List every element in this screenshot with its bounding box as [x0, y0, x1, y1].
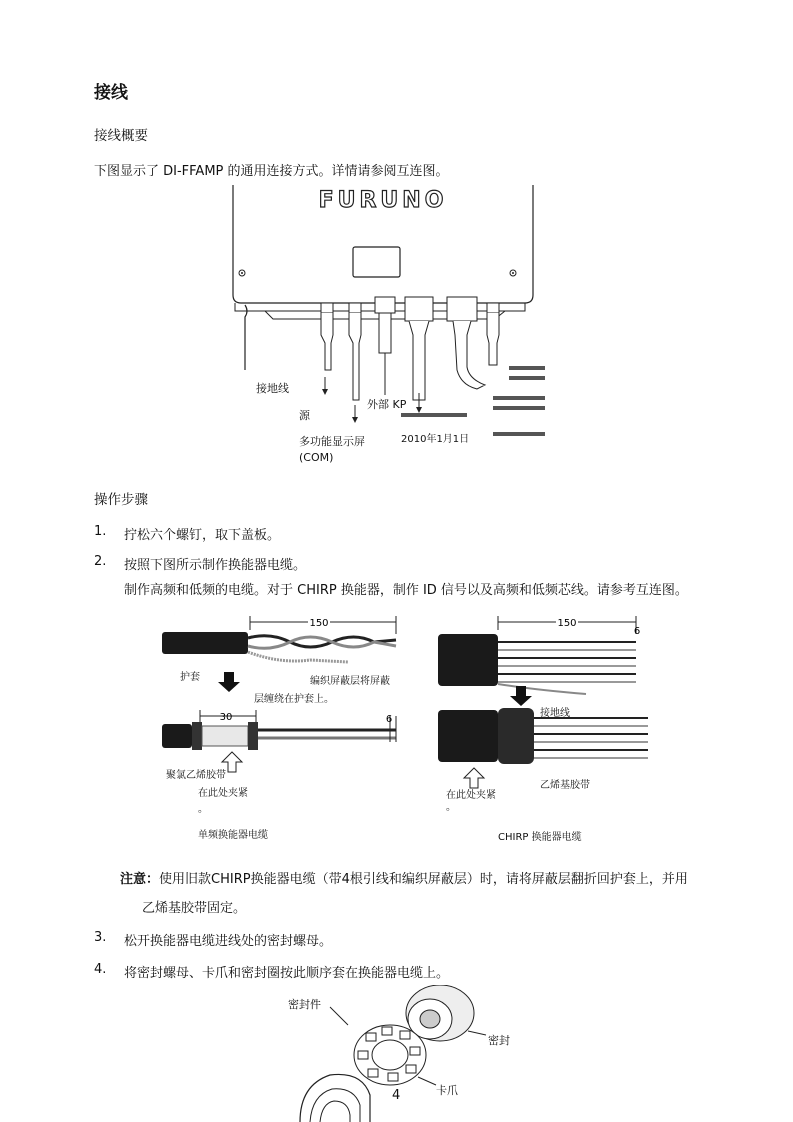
dim-30: 30 [219, 712, 233, 723]
dim-6-left: 6 [385, 714, 393, 725]
label-pvc-tape: 聚氯乙烯胶带 [166, 770, 226, 781]
label-clamp-left: 在此处夹紧 [198, 788, 248, 799]
furuno-logo [319, 188, 448, 213]
page-number: 4 [392, 1088, 401, 1103]
step-4-number: 4. [94, 962, 107, 977]
step-2-subtext: 制作高频和低频的电缆。对于 CHIRP 换能器，制作 ID 信号以及高频和低频芯线。请参考互连图。 [124, 583, 688, 598]
label-date: 2010年1月1日 [401, 434, 470, 445]
label-seal: 密封 [488, 1034, 510, 1047]
display-window [353, 247, 400, 277]
label-com: (COM) [299, 451, 334, 464]
section-title-procedure: 操作步骤 [94, 492, 148, 508]
connection-diagram [225, 185, 545, 470]
page-heading: 接线 [94, 83, 128, 103]
dim-150-left: 150 [309, 618, 329, 629]
label-ground-wire-chirp: 接地线 [540, 708, 570, 719]
label-vinyl-tape: 乙烯基胶带 [540, 780, 590, 791]
label-braid-2: 层缠绕在护套上。 [254, 694, 334, 705]
step-2-text: 按照下图所示制作换能器电缆。 [124, 558, 307, 573]
label-braid: 编织屏蔽层将屏蔽 [310, 676, 390, 687]
step-3-number: 3. [94, 930, 107, 945]
label-power: 源 [299, 409, 310, 422]
label-external-kp: 外部 KP [367, 398, 407, 411]
caption-chirp: CHIRP 换能器电缆 [498, 832, 582, 843]
note-label: 注意： [120, 872, 160, 887]
label-ground-wire: 接地线 [256, 382, 289, 395]
section-title-overview: 接线概要 [94, 128, 148, 144]
note-line-2: 乙烯基胶带固定。 [142, 901, 247, 916]
step-1-number: 1. [94, 524, 107, 539]
label-sheath: 护套 [180, 672, 200, 683]
step-4-text: 将密封螺母、卡爪和密封圈按此顺序套在换能器电缆上。 [124, 966, 450, 981]
label-clamp-right: 在此处夹紧 [446, 790, 496, 801]
label-clamp-dot-left: 。 [198, 804, 208, 815]
note-line-1 [120, 868, 688, 887]
label-claw: 卡爪 [436, 1084, 458, 1097]
cable-sheath [162, 632, 248, 654]
step-3-text: 松开换能器电缆进线处的密封螺母。 [124, 934, 333, 949]
furuno-logo-text: FURUNO [318, 188, 448, 213]
overview-intro: 下图显示了 DI-FFAMP 的通用连接方式。详情请参阅互连图。 [94, 164, 449, 179]
note-text: 使用旧款CHIRP换能器电缆（带4根引线和编织屏蔽层）时，请将屏蔽层翻折回护套上，并用 [159, 872, 688, 887]
step-2-number: 2. [94, 554, 107, 569]
label-display: 多功能显示屏 [299, 435, 365, 448]
caption-single-freq: 单频换能器电缆 [198, 830, 268, 841]
dim-6-right: 6 [633, 626, 641, 637]
label-seal-part: 密封件 [288, 998, 321, 1011]
step-1-text: 拧松六个螺钉，取下盖板。 [124, 528, 281, 543]
label-clamp-dot-right: 。 [446, 802, 456, 813]
dim-150-right: 150 [557, 618, 577, 629]
